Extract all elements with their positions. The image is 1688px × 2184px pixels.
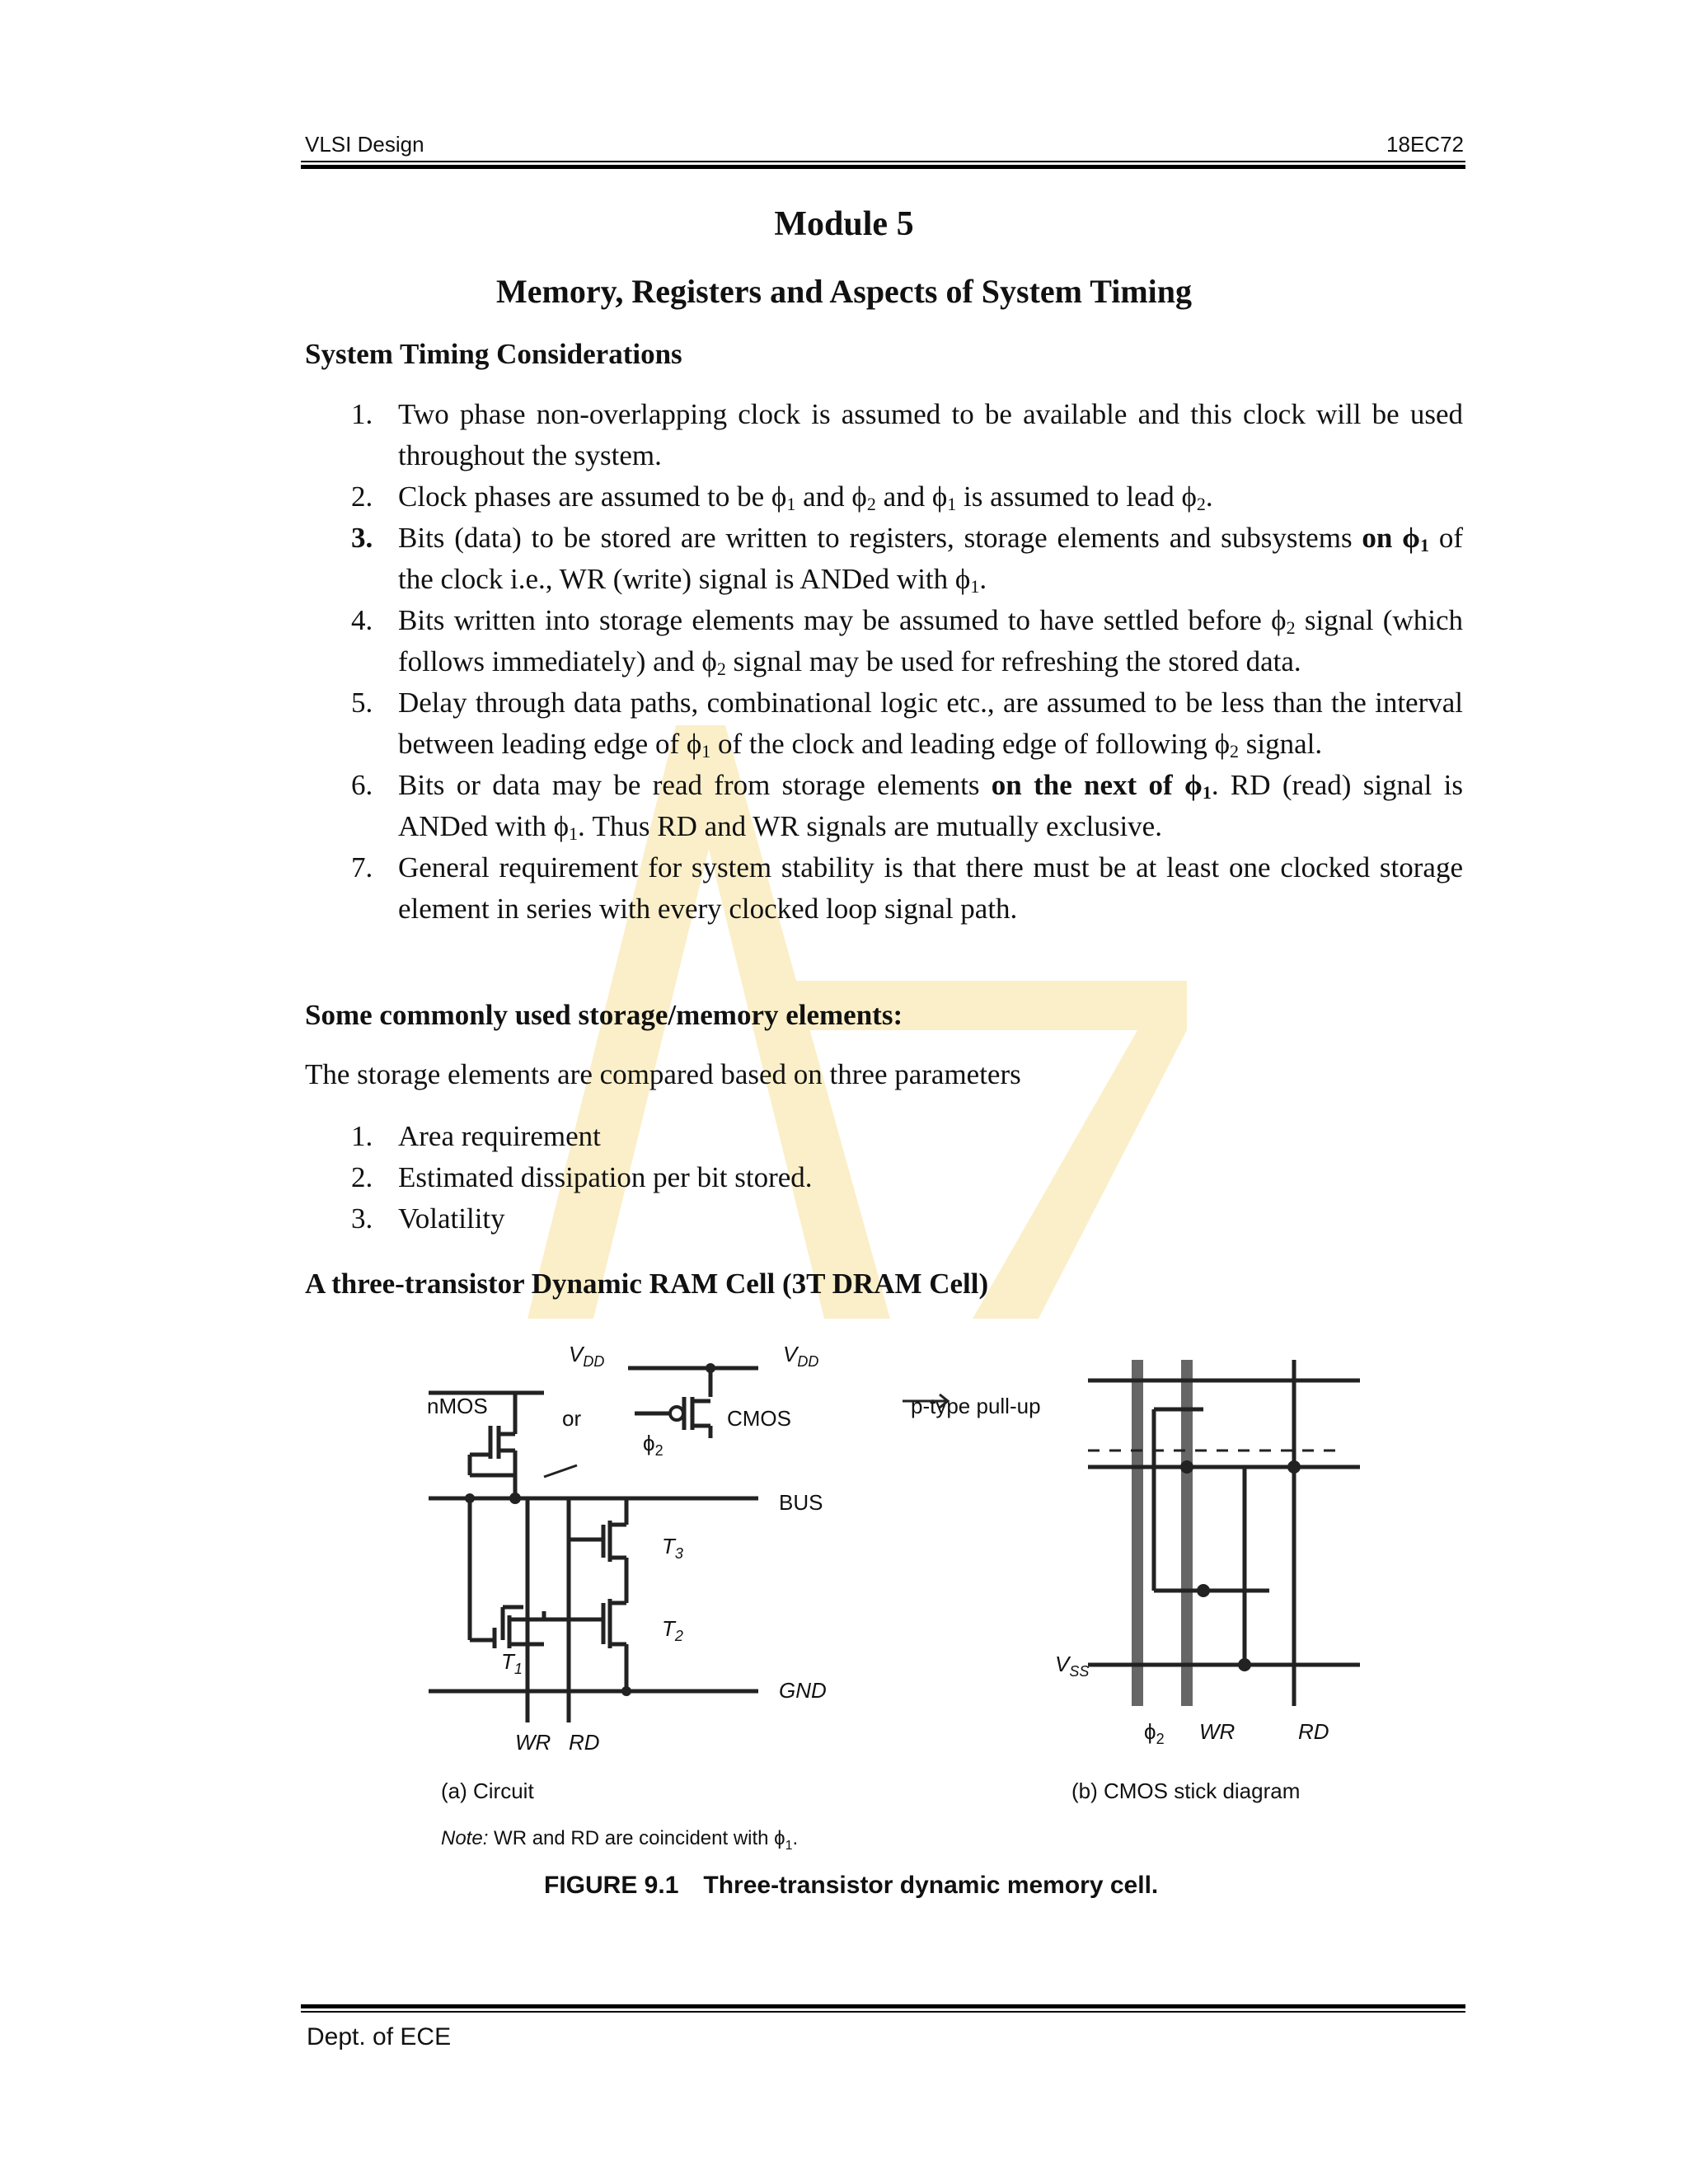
footer-dept: Dept. of ECE [307,2023,452,2050]
svg-text:VSS: $V_{SS}$ [1055,1652,1090,1680]
svg-text:T3: $T_3$ [662,1534,683,1562]
list-item: 2. Clock phases are assumed to be $\phi_1$ and $\phi_2$ and $\phi_1$ is assumed to lead $\phi_2$. [351,480,1213,514]
module-title: Module 5 [774,205,914,243]
list-item: 6. Bits or data may be read from storage elements on the next of $\phi_1$. RD (read) signal is ANDed with $\phi_1$. Thus RD and WR signals are mutually exclusive. [351,769,1463,844]
dram-cell-figure [412,1335,1360,1929]
header-rule [301,161,1465,162]
section-heading-dram: A three-transistor Dynamic RAM Cell (3T DRAM Cell) [305,1268,989,1300]
svg-text:RD: RD [1298,1719,1329,1744]
svg-text:CMOS: CMOS [727,1406,791,1431]
svg-text:WR: WR [515,1730,551,1755]
svg-text:VDD: $V_{DD}$ [569,1342,605,1370]
caption-a: (a) Circuit [441,1779,534,1803]
list-item: 1. Two phase non-overlapping clock is assumed to be available and this clock will be used throughout the system. [351,398,1463,471]
parameters-list [305,1116,1463,1240]
section-heading-storage: Some commonly used storage/memory elements: [305,999,903,1031]
module-subtitle: Memory, Registers and Aspects of System Timing [495,273,1193,310]
svg-text:Note: WR and RD are coincident: Note: WR and RD are coincident with $\phi_1$. [441,1827,799,1853]
svg-text:T1: $T_1$ [501,1649,523,1677]
svg-text:p-type pull-up: p-type pull-up [911,1394,1041,1418]
svg-text:nMOS: nMOS [427,1394,488,1418]
list-item: 4. Bits written into storage elements may be assumed to have settled before $\phi_2$ signal (which follows immediately) and $\phi_2$ signal may be used for refreshing the stored data. [351,604,1463,679]
list-item: 7. General requirement for system stability is that there must be at least one clocked storage element in series with every clocked loop signal path. [351,851,1463,925]
footer-rule [301,2011,1465,2013]
svg-text:GND: GND [779,1678,827,1703]
page-header [305,132,1464,157]
svg-text:or: or [562,1406,582,1431]
svg-text:T2: $T_2$ [662,1616,683,1644]
svg-text:BUS: BUS [779,1490,823,1515]
list-item: 3. Bits (data) to be stored are written to registers, storage elements and subsystems on $\phi_1$ of the clock i.e., WR (write) signal is ANDed with $\phi_1$. [351,522,1464,597]
footer-rule-thick [301,2004,1465,2008]
svg-text:VDD: $V_{DD}$ [783,1342,819,1370]
storage-intro: The storage elements are compared based on three parameters [305,1058,1021,1090]
svg-text:ϕ2: $\phi_2$ [643,1431,663,1459]
header-course: VLSI Design [305,132,424,157]
header-code: 18EC72 [1386,132,1464,157]
svg-text:FIGURE 9.1Three-transistor dyn: FIGURE 9.1 Three-transistor dynamic memory cell. [544,1872,1159,1899]
list-item: 3. Volatility [351,1202,505,1235]
section-heading-timing: System Timing Considerations [305,338,682,370]
svg-text:RD: RD [569,1730,600,1755]
svg-text:WR: WR [1199,1719,1236,1744]
svg-text:ϕ2: $\phi_2$ [1144,1719,1165,1747]
timing-list [305,394,1463,930]
list-item: 5. Delay through data paths, combinational logic etc., are assumed to be less than the interval between leading edge of $\phi_1$ of the clock and leading edge of following $\phi_2$ signal. [351,687,1463,762]
caption-b: (b) CMOS stick diagram [1071,1779,1301,1803]
header-rule-thick [301,165,1465,169]
list-item: 1. Area requirement [351,1120,601,1152]
list-item: 2. Estimated dissipation per bit stored. [351,1161,813,1193]
